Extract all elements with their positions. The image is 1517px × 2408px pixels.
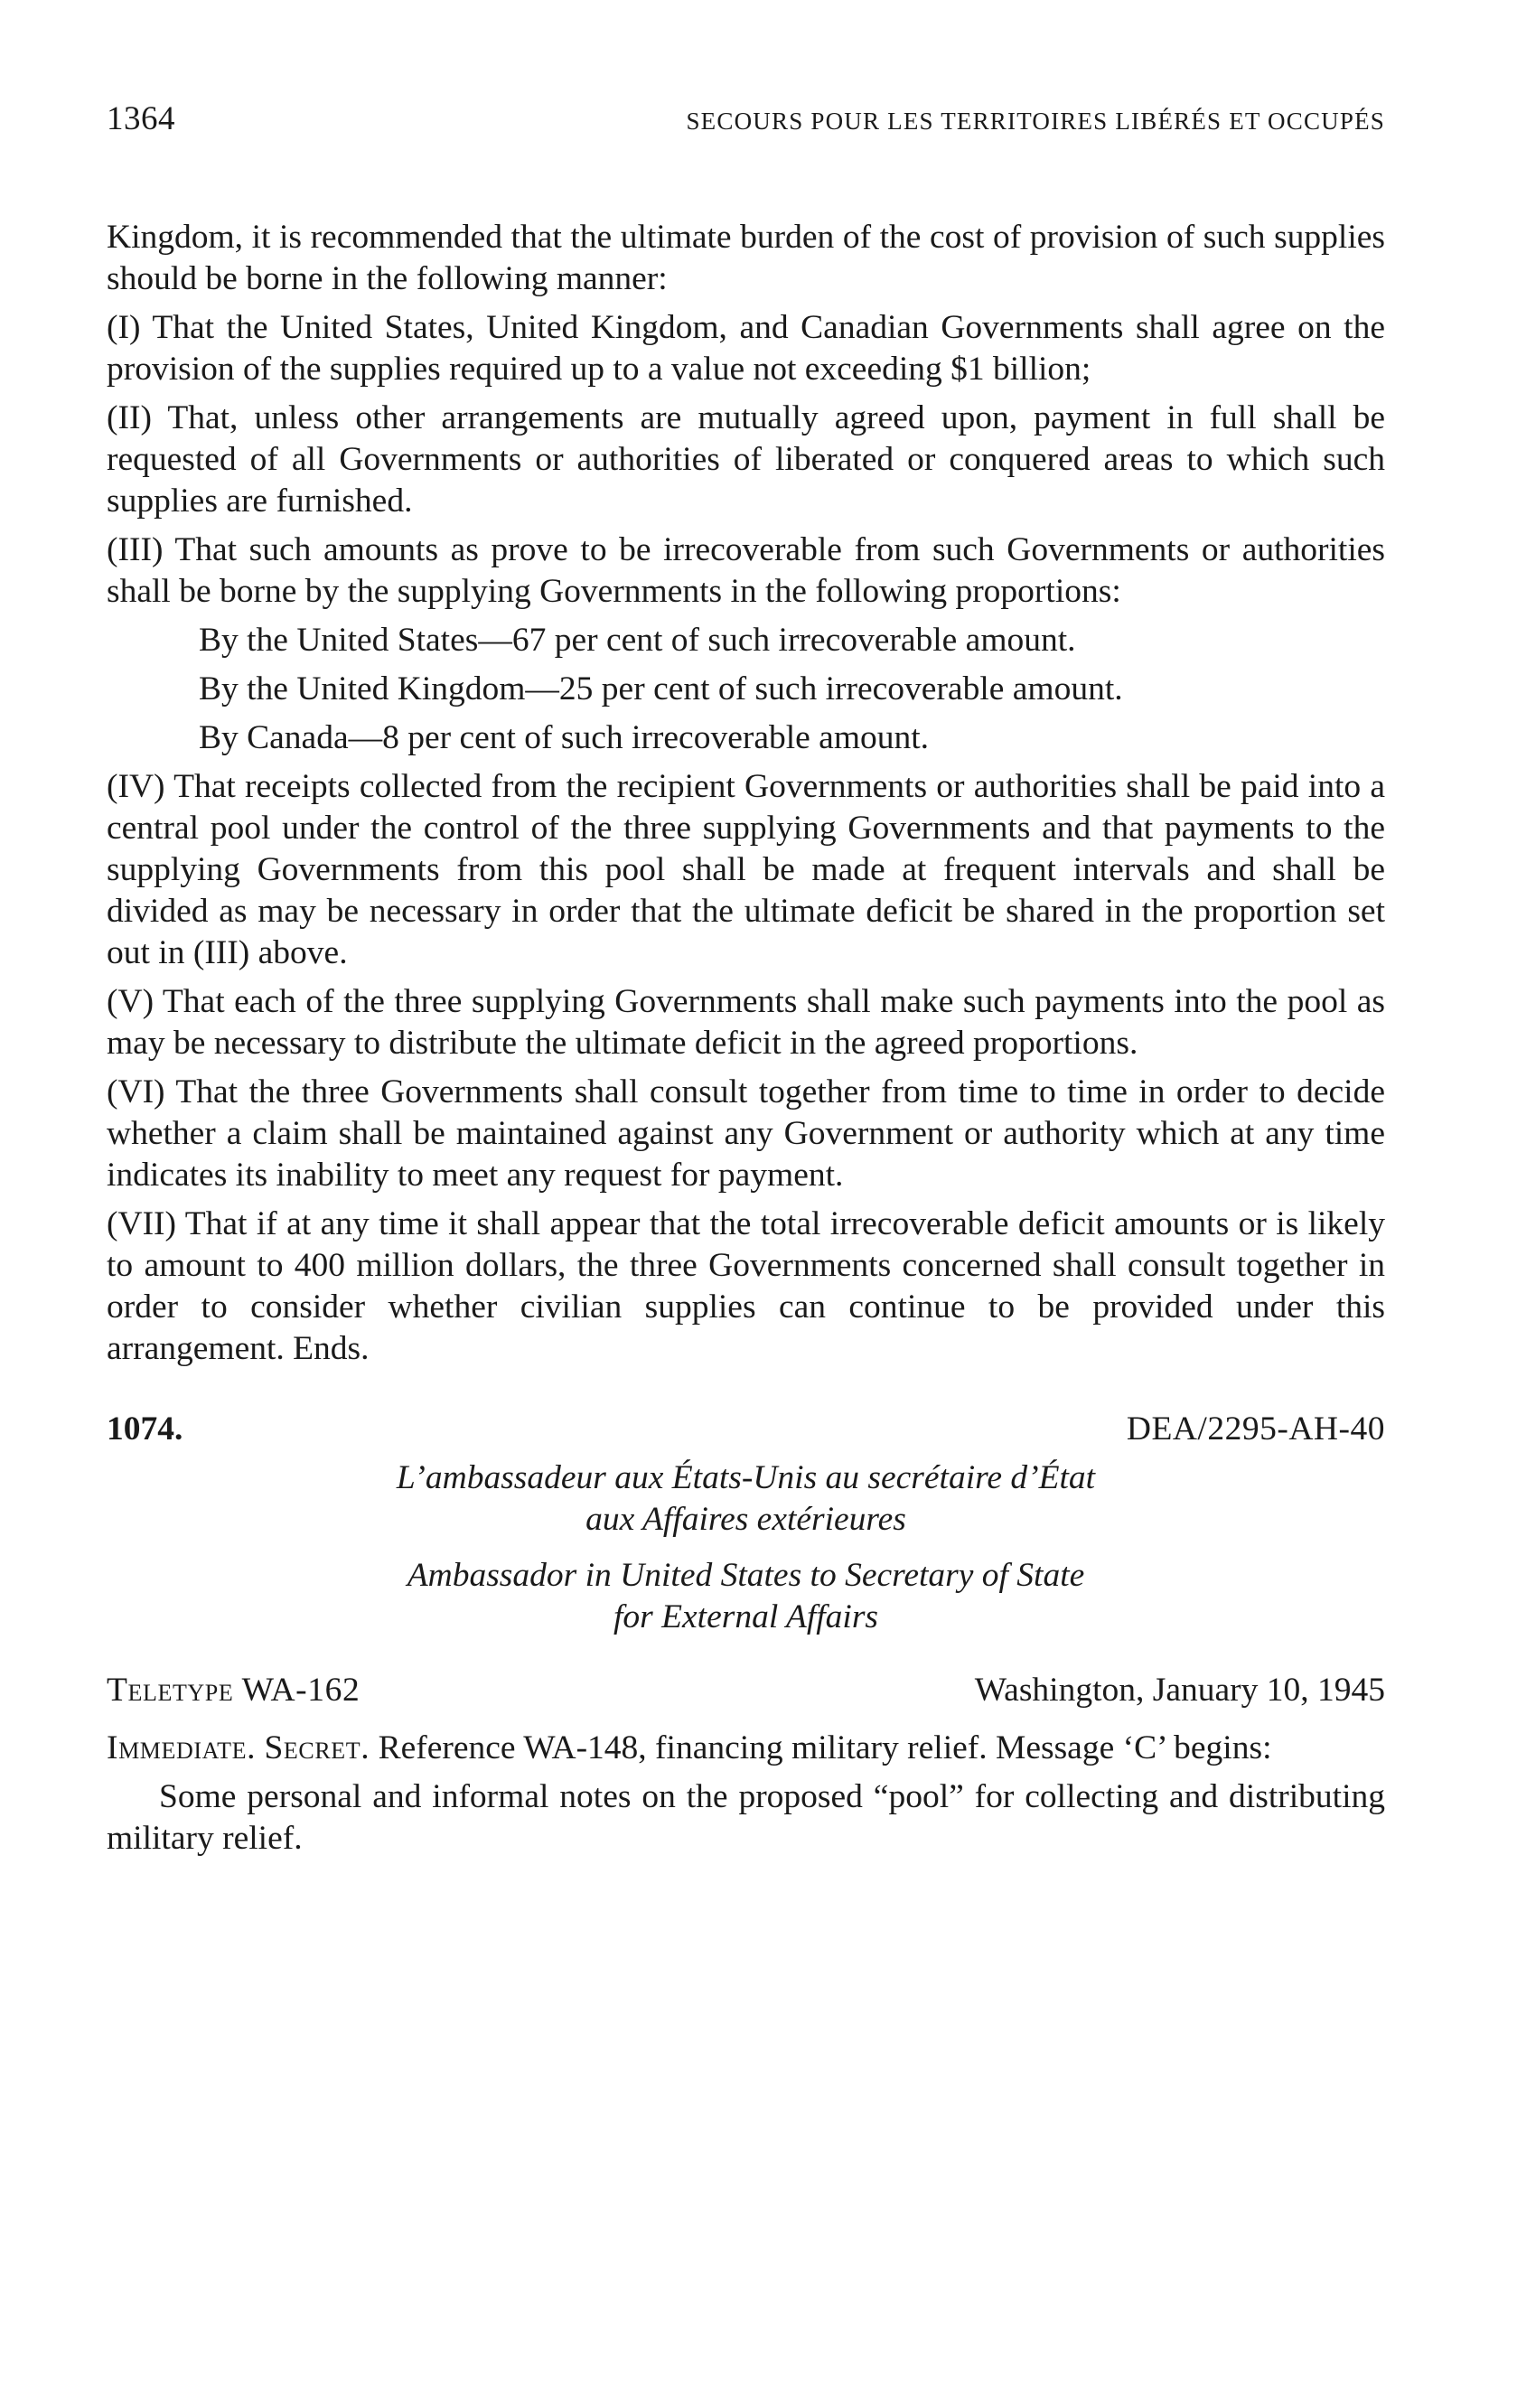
page-number: 1364 — [107, 100, 175, 137]
intro-paragraph: Kingdom, it is recommended that the ultimate burden of the cost of provision of such supplies should be borne in the following manner: — [107, 219, 1385, 297]
item-1-paragraph: (I) That the United States, United Kingdom, and Canadian Governments shall agree on the provision of the supplies required up to a value not exceeding $1 billion; — [107, 309, 1385, 388]
message-body-paragraph: Some personal and informal notes on the proposed “pool” for collecting and distributing military relief. — [107, 1778, 1385, 1857]
transmission-line — [107, 1671, 1385, 1710]
document-heading — [107, 1410, 1385, 1448]
body-text — [107, 217, 1385, 1370]
proportion-canada: By Canada—8 per cent of such irrecoverable amount. — [199, 719, 930, 756]
classification-secret: Secret. — [264, 1729, 370, 1766]
document-page — [107, 99, 1385, 1860]
title-french — [107, 1457, 1385, 1541]
message-intro-paragraph — [107, 1728, 1385, 1769]
message-intro-text: Reference WA-148, financing military relief. Message ‘C’ begins: — [370, 1729, 1272, 1766]
running-title: SECOURS POUR LES TERRITOIRES LIBÉRÉS ET OCCUPÉS — [686, 108, 1385, 135]
teletype-number: Teletype WA-162 — [107, 1672, 361, 1709]
item-2-paragraph: (II) That, unless other arrangements are mutually agreed upon, payment in full shall be requested of all Governments or authorities of liberated or conquered areas to which such supplies are furnished. — [107, 399, 1385, 520]
item-7-paragraph: (VII) That if at any time it shall appear that the total irrecoverable deficit amounts or is likely to amount to 400 million dollars, the three Governments concerned shall consult together in order to consider whether civilian supplies can continue to be provided under this arrangement. Ends. — [107, 1205, 1385, 1367]
title-english-line-1: Ambassador in United States to Secretary of State — [407, 1557, 1085, 1594]
title-french-line-1: L’ambassadeur aux États-Unis au secrétaire d’État — [396, 1459, 1096, 1496]
item-5-paragraph: (V) That each of the three supplying Governments shall make such payments into the pool as may be necessary to distribute the ultimate deficit in the agreed proportions. — [107, 983, 1385, 1062]
document-number: 1074. — [107, 1410, 183, 1448]
dateline: Washington, January 10, 1945 — [974, 1672, 1385, 1709]
proportion-us: By the United States—67 per cent of such irrecoverable amount. — [199, 622, 1076, 659]
item-4-paragraph: (IV) That receipts collected from the recipient Governments or authorities shall be paid into a central pool under the control of the three supplying Governments and that payments to the supplying Governments from this pool shall be made at frequent intervals and shall be divided as may be necessary in order that the ultimate deficit be shared in the proportion set out in (III) above. — [107, 768, 1385, 971]
proportion-uk: By the United Kingdom—25 per cent of such irrecoverable amount. — [199, 670, 1123, 707]
classification-immediate: Immediate. — [107, 1729, 257, 1766]
title-english — [107, 1555, 1385, 1638]
document-reference: DEA/2295-AH-40 — [1126, 1410, 1385, 1448]
item-6-paragraph: (VI) That the three Governments shall consult together from time to time in order to decide whether a claim shall be maintained against any Government or authority which at any time indicates its inability to meet any request for payment. — [107, 1073, 1385, 1194]
title-french-line-2: aux Affaires extérieures — [585, 1501, 906, 1538]
running-head — [107, 99, 1385, 154]
item-3-paragraph: (III) That such amounts as prove to be irrecoverable from such Governments or authorities shall be borne by the supplying Governments in the following proportions: — [107, 531, 1385, 610]
message-section — [107, 1728, 1385, 1860]
title-english-line-2: for External Affairs — [613, 1598, 879, 1635]
